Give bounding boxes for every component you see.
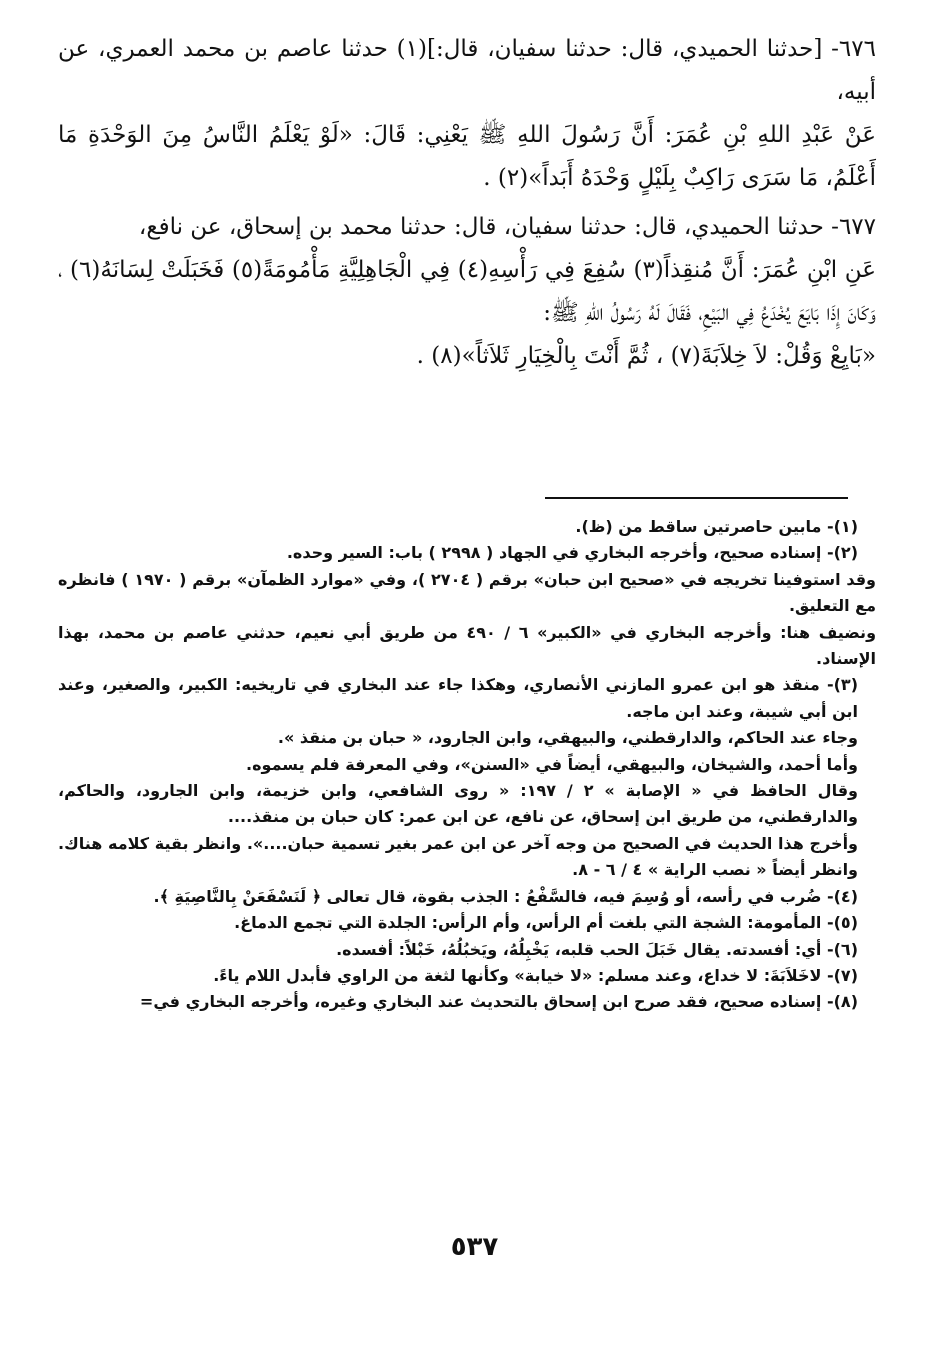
footnote-3-ahmad: وأما أحمد، والشيخان، والبيهقي، أيضاً في «السنن»، وفي المعرفة فلم يسموه.: [246, 754, 858, 774]
footnote-2: (٢)- إسناده صحيح، وأخرجه البخاري في الجهاد ( ٢٩٩٨ ) باب: السير وحده.: [286, 543, 858, 563]
footnotes: [58, 514, 876, 1016]
footnote-1: (١)- مابين حاصرتين ساقط من (ظ).: [575, 517, 858, 536]
footnote-3-isabah: وقال الحافظ في « الإصابة » ٢ / ١٩٧: « روى الشافعي، وابن خزيمة، وابن الجارود، والحاكم، والدارقطني، من طريق ابن إسحاق، عن نافع، عن ابن عمر: كان حبان بن منقذ....: [58, 781, 858, 827]
footnote-3-sahih: وأخرج هذا الحديث في الصحيح من وجه آخر عن ابن عمر بغير تسمية حبان....». وانظر بقية كلامه هناك. وانظر أيضاً « نصب الراية » ٤ / ٦ - ٨.: [58, 833, 858, 880]
footnote-2-addition: ونضيف هنا: وأخرجه البخاري في «الكبير» ٦ / ٤٩٠ من طريق أبي نعيم، حدثني عاصم بن محمد، بهذا الإسناد.: [58, 622, 877, 669]
footnote-7: (٧)- لاخَلاَبَةَ: لا خداع، وعند مسلم: «لا خيابة» وكأنها لثغة من الراوي فأبدل اللام ياءً.: [213, 965, 858, 985]
footnote-divider: [545, 497, 848, 499]
footnote-5: (٥)- المأمومة: الشجة التي بلغت أم الرأس، وأم الرأس: الجلدة التي تجمع الدماغ.: [234, 913, 858, 933]
footnote-8: (٨)- إسناده صحيح، فقد صرح ابن إسحاق بالتحديث عند البخاري وغيره، وأخرجه البخاري في=: [139, 992, 858, 1012]
hadith-677-intro: ٦٧٧- حدثنا الحميدي، قال: حدثنا سفيان، قال: حدثنا محمد بن إسحاق، عن نافع،: [138, 214, 876, 240]
footnote-2-continued: وقد استوفينا تخريجه في «صحيح ابن حبان» برقم ( ٢٧٠٤ )، وفي «موارد الظمآن» برقم ( ١٩٧٠ ) فانظره مع التعليق.: [58, 569, 876, 616]
hadith-676-intro: ٦٧٦- [حدثنا الحميدي، قال: حدثنا سفيان، قال:](١) حدثنا عاصم بن محمد العمري، عن أبيه،: [58, 36, 876, 105]
hadith-676-text: عَنْ عَبْدِ اللهِ بْنِ عُمَرَ: أَنَّ رَسُولَ اللهِ ﷺ يَعْنِي: قَالَ: «لَوْ يَعْلَمُ النَّاسُ مِنَ الوَحْدَةِ مَا أَعْلَمُ، مَا سَرَى رَاكِبٌ بِلَيْلٍ وَحْدَهُ أَبَداً»(٢) .: [58, 122, 876, 191]
page-number: ٥٣٧: [450, 1232, 499, 1262]
hadith-677-text-b: «بَايِعْ وَقُلْ: لاَ خِلاَبَةَ(٧) ، ثُمَّ أَنْتَ بِالْخِيَارِ ثَلاَثاً»(٨) .: [416, 343, 876, 369]
hadith-677-text-a: عَنِ ابْنِ عُمَرَ: أَنَّ مُنقِذاً(٣) سُفِعَ فِي رَأْسِهِ(٤) فِي الْجَاهِلِيَّةِ مَأْمُومَةً(٥) فَخَبَلَتْ لِسَانَهُ(٦) ، وَكَانَ إِذَا بَايَعَ يُخْدَعُ فِي البَيْعِ، فَقَالَ لَهُ رَسُولُ اللهِ ﷺ:: [58, 257, 876, 326]
footnote-3: (٣)- منقذ هو ابن عمرو المازني الأنصاري، وهكذا جاء عند البخاري في تاريخيه: الكبير، والصغير، وعند ابن أبي شيبة، وعند ابن ماجه.: [58, 675, 858, 721]
footnote-3-hakim: وجاء عند الحاكم، والدارقطني، والبيهقي، وابن الجارود، « حبان بن منقذ ».: [277, 728, 858, 748]
footnote-6: (٦)- أي: أفسدته. يقال خَبَلَ الحب قلبه، يَخْبِلُهُ، ويَخبُلُهُ، خَبْلاً: أفسده.: [336, 939, 858, 959]
main-text: [58, 28, 876, 378]
footnote-4: (٤)- ضُرب في رأسه، أو وُسِمَ فيه، فالسَّفْعُ : الجذب بقوة، قال تعالى ﴿ لَنَسْفَعَنْ بِالنَّاصِيَةِ ﴾.: [153, 886, 858, 906]
